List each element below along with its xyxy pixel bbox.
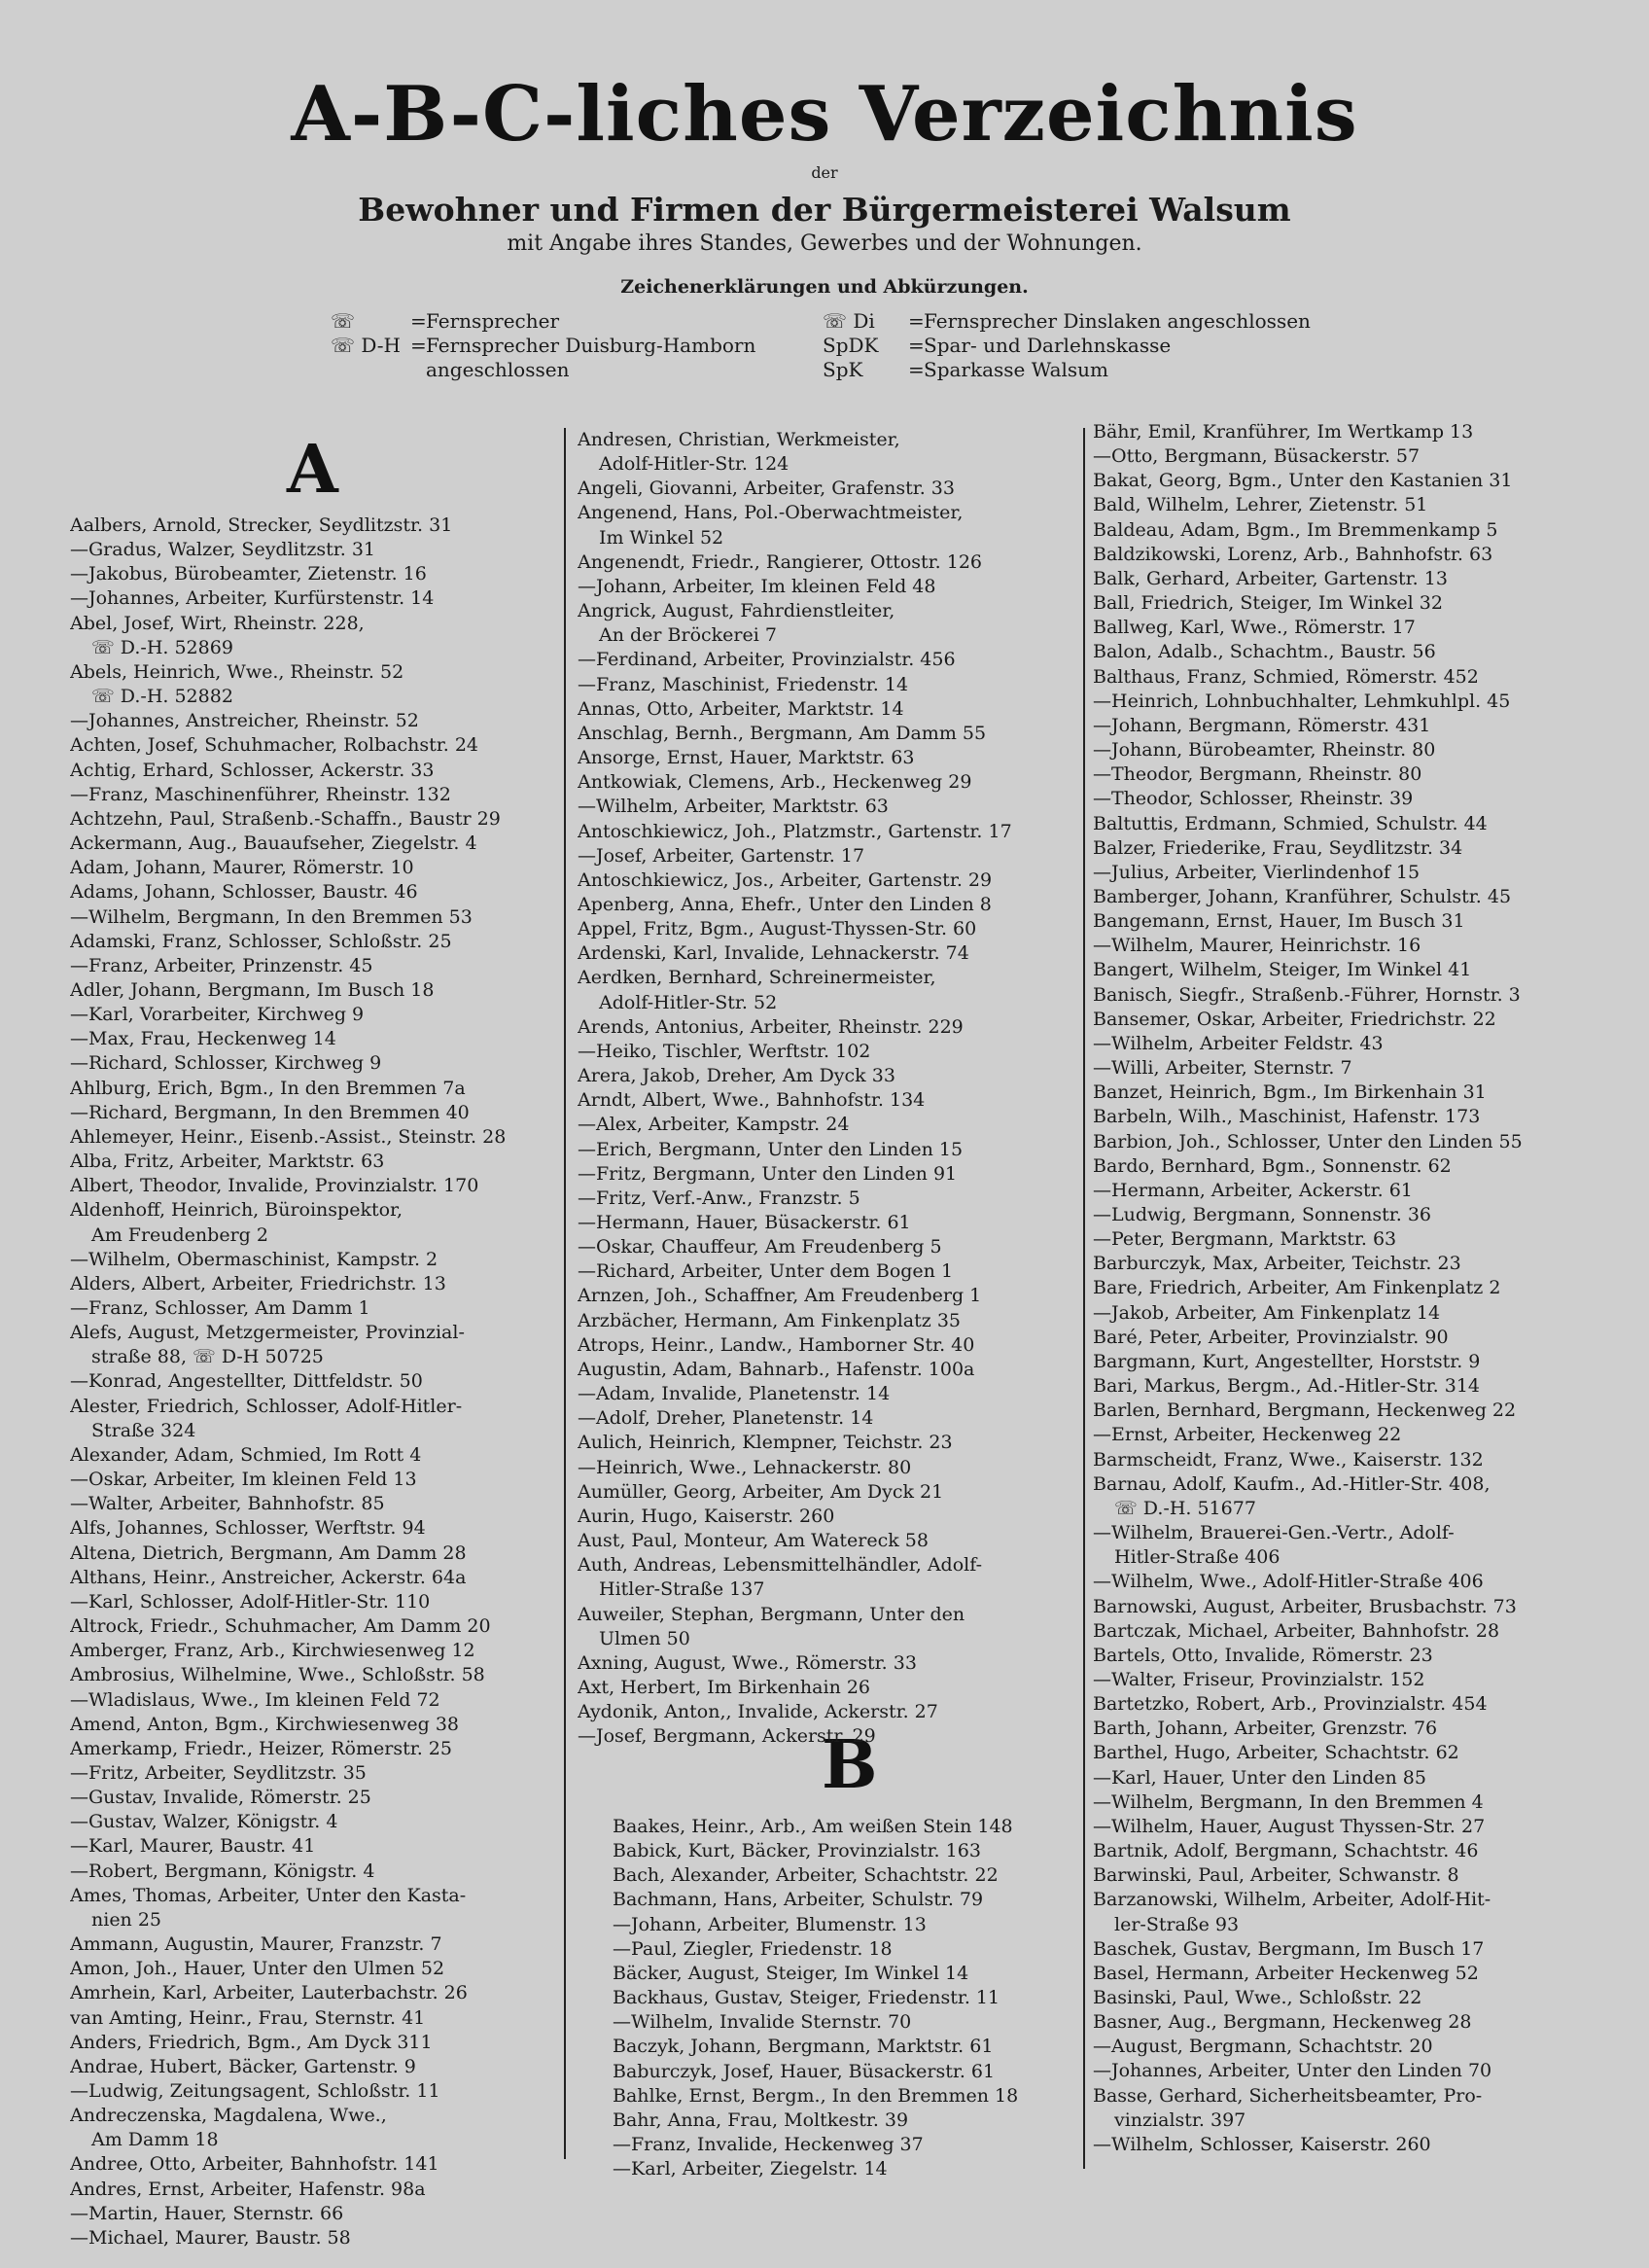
directory-entry: Banisch, Siegfr., Straßenb.-Führer, Hornstr. 3 [1093,983,1521,1006]
directory-entry: Ballweg, Karl, Wwe., Römerstr. 17 [1093,617,1416,639]
directory-entry: Ahlburg, Erich, Bgm., In den Bremmen 7a [70,1077,466,1099]
directory-entry: Barnowski, August, Arbeiter, Brusbachstr. 73 [1093,1595,1517,1617]
directory-entry: Arera, Jakob, Dreher, Am Dyck 33 [578,1065,895,1087]
directory-entry: Arzbächer, Hermann, Am Finkenplatz 35 [578,1309,961,1331]
directory-entry: —Wilhelm, Hauer, August Thyssen-Str. 27 [1093,1815,1486,1837]
phone-icon: ☏ D-H [331,334,401,357]
title-connector: der [811,163,838,182]
directory-entry: Barzanowski, Wilhelm, Arbeiter, Adolf-Hit- [1093,1889,1491,1911]
entries-column-2b [613,1815,1079,2181]
directory-entry: Am Damm 18 [91,2129,219,2151]
directory-entry: —Richard, Arbeiter, Unter dem Bogen 1 [578,1260,954,1283]
entries-column-2a [578,428,1075,1749]
directory-entry: Bansemer, Oskar, Arbeiter, Friedrichstr. 22 [1093,1008,1496,1030]
directory-entry: —Karl, Maurer, Baustr. 41 [70,1835,316,1858]
directory-entry: —Theodor, Bergmann, Rheinstr. 80 [1093,763,1422,786]
directory-entry: Baakes, Heinr., Arb., Am weißen Stein 148 [613,1816,1013,1837]
legend-row: SpK = Sparkasse Walsum [823,358,1108,381]
directory-entry: Barnau, Adolf, Kaufm., Ad.-Hitler-Str. 408, [1093,1472,1491,1495]
directory-entry: —Ludwig, Bergmann, Sonnenstr. 36 [1093,1204,1431,1225]
directory-entry: Balk, Gerhard, Arbeiter, Gartenstr. 13 [1093,567,1448,589]
directory-entry: —Karl, Schlosser, Adolf-Hitler-Str. 110 [70,1590,431,1612]
directory-entry: Banzet, Heinrich, Bgm., Im Birkenhain 31 [1093,1081,1487,1104]
directory-entry: Achten, Josef, Schuhmacher, Rolbachstr. 24 [70,734,479,757]
directory-entry: Antoschkiewicz, Joh., Platzmstr., Gartenstr. 17 [578,820,1012,842]
directory-entry: Ambrosius, Wilhelmine, Wwe., Schloßstr. 58 [70,1664,485,1686]
legend-row: ☏ Di = Fernsprecher Dinslaken angeschlossen [823,309,1311,333]
directory-entry: —Hermann, Hauer, Büsackerstr. 61 [578,1212,911,1233]
directory-entry: Ackermann, Aug., Bauaufseher, Ziegelstr. 4 [70,833,477,855]
directory-entry: Amerkamp, Friedr., Heizer, Römerstr. 25 [70,1737,452,1759]
directory-entry: —Johann, Bürobeamter, Rheinstr. 80 [1093,739,1436,762]
column-divider [1083,428,1085,2169]
directory-entry: —Wilhelm, Bergmann, In den Bremmen 53 [70,905,473,928]
directory-entry: Ames, Thomas, Arbeiter, Unter den Kasta- [70,1884,467,1906]
directory-entry: —Adolf, Dreher, Planetenstr. 14 [578,1407,874,1430]
directory-entry: —Erich, Bergmann, Unter den Linden 15 [578,1138,964,1160]
directory-entry: —Wilhelm, Schlosser, Kaiserstr. 260 [1093,2133,1431,2155]
directory-entry: ☏ D.-H. 52869 [91,636,233,658]
directory-entry: Aumüller, Georg, Arbeiter, Am Dyck 21 [578,1480,944,1503]
directory-entry: —Walter, Friseur, Provinzialstr. 152 [1093,1668,1425,1690]
directory-entry: —Wilhelm, Bergmann, In den Bremmen 4 [1093,1790,1484,1813]
directory-entry: Babick, Kurt, Bäcker, Provinzialstr. 163 [613,1840,981,1862]
directory-entry: Alefs, August, Metzgermeister, Provinzial- [70,1322,465,1344]
directory-entry: —Konrad, Angestellter, Dittfeldstr. 50 [70,1370,423,1393]
directory-entry: Axning, August, Wwe., Römerstr. 33 [578,1651,917,1674]
directory-entry: Adam, Johann, Maurer, Römerstr. 10 [70,857,414,879]
directory-entry: Auth, Andreas, Lebensmittelhändler, Adolf- [578,1554,982,1577]
directory-entry: —Johann, Arbeiter, Im kleinen Feld 48 [578,575,936,597]
directory-entry: Amberger, Franz, Arb., Kirchwiesenweg 12 [70,1640,475,1662]
directory-entry: Angeli, Giovanni, Arbeiter, Grafenstr. 33 [578,478,955,500]
directory-entry: —Robert, Bergmann, Königstr. 4 [70,1860,375,1882]
directory-entry: Adler, Johann, Bergmann, Im Busch 18 [70,978,435,1001]
directory-entry: Achtig, Erhard, Schlosser, Ackerstr. 33 [70,759,435,781]
directory-entry: Achtzehn, Paul, Straßenb.-Schaffn., Baustr 29 [70,807,501,830]
directory-entry: Andresen, Christian, Werkmeister, [578,429,900,450]
directory-entry: —Richard, Bergmann, In den Bremmen 40 [70,1101,470,1123]
directory-entry: Axt, Herbert, Im Birkenhain 26 [578,1676,871,1698]
directory-entry: —Karl, Arbeiter, Ziegelstr. 14 [613,2158,888,2180]
directory-entry: Andreczenska, Magdalena, Wwe., [70,2105,387,2127]
directory-entry: Bahlke, Ernst, Bergm., In den Bremmen 18 [613,2084,1019,2107]
directory-entry: —Johannes, Anstreicher, Rheinstr. 52 [70,710,419,732]
directory-entry: Barthel, Hugo, Arbeiter, Schachtstr. 62 [1093,1742,1459,1764]
legend-text: Fernsprecher [426,309,560,333]
directory-entry: Im Winkel 52 [599,526,724,549]
directory-entry: Aldenhoff, Heinrich, Büroinspektor, [70,1199,403,1222]
directory-entry: —Alex, Arbeiter, Kampstr. 24 [578,1114,850,1136]
directory-entry: An der Bröckerei 7 [599,624,777,647]
directory-entry: Ansorge, Ernst, Hauer, Marktstr. 63 [578,747,915,769]
directory-entry: Amend, Anton, Bgm., Kirchwiesenweg 38 [70,1713,460,1735]
legend-text: Fernsprecher Duisburg-Hamborn [426,334,756,357]
directory-entry: —Fritz, Arbeiter, Seydlitzstr. 35 [70,1761,367,1784]
directory-entry: —Ludwig, Zeitungsagent, Schloßstr. 11 [70,2080,440,2102]
directory-entry: Alester, Friedrich, Schlosser, Adolf-Hitler- [70,1395,463,1417]
directory-entry: Bari, Markus, Bergm., Ad.-Hitler-Str. 314 [1093,1375,1480,1398]
directory-entry: —Hermann, Arbeiter, Ackerstr. 61 [1093,1179,1413,1201]
directory-entry: Aydonik, Anton,, Invalide, Ackerstr. 27 [578,1701,938,1723]
directory-entry: Angenendt, Friedr., Rangierer, Ottostr. 126 [578,550,983,573]
directory-entry: —Heinrich, Lohnbuchhalter, Lehmkuhlpl. 45 [1093,690,1511,712]
directory-entry: Abels, Heinrich, Wwe., Rheinstr. 52 [70,660,404,683]
directory-entry: —Karl, Vorarbeiter, Kirchweg 9 [70,1004,365,1026]
directory-entry: Baldzikowski, Lorenz, Arb., Bahnhofstr. 63 [1093,543,1493,565]
directory-entry: Alba, Fritz, Arbeiter, Marktstr. 63 [70,1151,385,1173]
directory-entry: —Theodor, Schlosser, Rheinstr. 39 [1093,788,1414,810]
directory-entry: —Josef, Bergmann, Ackerstr. 29 [578,1725,876,1748]
directory-entry: Bachmann, Hans, Arbeiter, Schulstr. 79 [613,1889,984,1911]
directory-entry: Arends, Antonius, Arbeiter, Rheinstr. 229 [578,1015,964,1038]
directory-entry: Balthaus, Franz, Schmied, Römerstr. 452 [1093,665,1479,688]
directory-entry: —Peter, Bergmann, Marktstr. 63 [1093,1228,1397,1251]
directory-entry: —Adam, Invalide, Planetenstr. 14 [578,1383,891,1405]
directory-entry: —Jakob, Arbeiter, Am Finkenplatz 14 [1093,1301,1441,1324]
directory-entry: —Paul, Ziegler, Friedenstr. 18 [613,1937,893,1960]
directory-entry: Adolf-Hitler-Str. 124 [599,453,789,476]
directory-entry: Bald, Wilhelm, Lehrer, Zietenstr. 51 [1093,494,1428,516]
directory-entry: —Karl, Hauer, Unter den Linden 85 [1093,1766,1426,1789]
directory-entry: Am Freudenberg 2 [91,1223,268,1246]
directory-entry: —Fritz, Bergmann, Unter den Linden 91 [578,1162,958,1185]
directory-entry: Abel, Josef, Wirt, Rheinstr. 228, [70,612,365,634]
directory-entry: Appel, Fritz, Bgm., August-Thyssen-Str. 60 [578,918,977,940]
directory-entry: —Wladislaus, Wwe., Im kleinen Feld 72 [70,1688,440,1711]
directory-entry: Baré, Peter, Arbeiter, Provinzialstr. 90 [1093,1326,1449,1348]
directory-entry: —Ernst, Arbeiter, Heckenweg 22 [1093,1424,1402,1446]
directory-entry: Balzer, Friederike, Frau, Seydlitzstr. 34 [1093,836,1463,859]
directory-entry: —Ferdinand, Arbeiter, Provinzialstr. 456 [578,649,956,671]
page-subtitle: Bewohner und Firmen der Bürgermeisterei Walsum [358,191,1291,229]
directory-entry: Amrhein, Karl, Arbeiter, Lauterbachstr. 26 [70,1982,468,2004]
directory-entry: Barbion, Joh., Schlosser, Unter den Linden 55 [1093,1130,1523,1152]
directory-entry: Baltuttis, Erdmann, Schmied, Schulstr. 44 [1093,812,1488,834]
directory-entry: Angrick, August, Fahrdienstleiter, [578,600,895,622]
section-letter-a: A [287,431,338,509]
entries-column-3 [1093,420,1606,2157]
directory-entry: Annas, Otto, Arbeiter, Marktstr. 14 [578,697,904,720]
legend-abbrev: SpK [823,358,863,381]
directory-entry: Altrock, Friedr., Schuhmacher, Am Damm 20 [70,1615,491,1638]
directory-entry: Amon, Joh., Hauer, Unter den Ulmen 52 [70,1958,445,1980]
directory-entry: Barbeln, Wilh., Maschinist, Hafenstr. 173 [1093,1106,1481,1128]
directory-entry: Anders, Friedrich, Bgm., Am Dyck 311 [70,2031,433,2053]
legend-text: Spar- und Darlehnskasse [924,334,1172,357]
directory-entry: nien 25 [91,1908,162,1931]
directory-entry: Barburczyk, Max, Arbeiter, Teichstr. 23 [1093,1253,1461,1275]
directory-entry: Bakat, Georg, Bgm., Unter den Kastanien 31 [1093,470,1513,492]
directory-entry: Bartels, Otto, Invalide, Römerstr. 23 [1093,1644,1433,1666]
directory-entry: Andree, Otto, Arbeiter, Bahnhofstr. 141 [70,2153,439,2176]
directory-entry: Bartetzko, Robert, Arb., Provinzialstr. 454 [1093,1693,1488,1716]
directory-entry: Bardo, Bernhard, Bgm., Sonnenstr. 62 [1093,1154,1452,1177]
directory-entry: —Martin, Hauer, Sternstr. 66 [70,2202,344,2224]
directory-entry: Arnzen, Joh., Schaffner, Am Freudenberg 1 [578,1285,982,1307]
directory-entry: —Josef, Arbeiter, Gartenstr. 17 [578,844,865,867]
directory-entry: Alders, Albert, Arbeiter, Friedrichstr. 13 [70,1272,446,1294]
directory-entry: Basner, Aug., Bergmann, Heckenweg 28 [1093,2011,1472,2034]
directory-entry: Bamberger, Johann, Kranführer, Schulstr. 45 [1093,885,1512,907]
directory-entry: Auweiler, Stephan, Bergmann, Unter den [578,1603,965,1625]
directory-entry: —Johannes, Arbeiter, Kurfürstenstr. 14 [70,587,435,610]
directory-entry: —Franz, Maschinist, Friedenstr. 14 [578,673,909,695]
legend-row: ☏ D-H = Fernsprecher Duisburg-Hamborn [331,334,756,357]
directory-entry: Antoschkiewicz, Jos., Arbeiter, Gartenstr. 29 [578,868,993,891]
directory-entry: —Julius, Arbeiter, Vierlindenhof 15 [1093,861,1421,883]
entries-column-1 [70,514,552,2250]
directory-entry: van Amting, Heinr., Frau, Sternstr. 41 [70,2006,426,2029]
directory-entry: Aerdken, Bernhard, Schreinermeister, [578,967,936,989]
directory-entry: —Johann, Arbeiter, Blumenstr. 13 [613,1913,927,1935]
directory-entry: Angenend, Hans, Pol.-Oberwachtmeister, [578,502,964,524]
directory-entry: Basse, Gerhard, Sicherheitsbeamter, Pro- [1093,2084,1483,2107]
directory-entry: —Otto, Bergmann, Büsackerstr. 57 [1093,445,1421,468]
directory-entry: Bäcker, August, Steiger, Im Winkel 14 [613,1962,969,1984]
directory-entry: Atrops, Heinr., Landw., Hamborner Str. 40 [578,1333,975,1356]
directory-entry: Basel, Hermann, Arbeiter Heckenweg 52 [1093,1962,1479,1984]
directory-entry: —Gustav, Walzer, Königstr. 4 [70,1811,338,1833]
directory-entry: ☏ D.-H. 51677 [1114,1497,1256,1519]
directory-entry: Barmscheidt, Franz, Wwe., Kaiserstr. 132 [1093,1448,1484,1471]
directory-entry: Alfs, Johannes, Schlosser, Werftstr. 94 [70,1517,426,1540]
directory-entry: Adolf-Hitler-Str. 52 [599,991,778,1013]
directory-entry: —Wilhelm, Obermaschinist, Kampstr. 2 [70,1248,439,1270]
directory-entry: —Walter, Arbeiter, Bahnhofstr. 85 [70,1493,385,1515]
directory-entry: Andrae, Hubert, Bäcker, Gartenstr. 9 [70,2055,416,2077]
directory-entry: Aust, Paul, Monteur, Am Watereck 58 [578,1530,929,1552]
directory-entry: Barlen, Bernhard, Bergmann, Heckenweg 22 [1093,1400,1517,1422]
section-letter-b: B [822,1726,878,1804]
directory-entry: Baczyk, Johann, Bergmann, Marktstr. 61 [613,2036,994,2058]
directory-entry: Altena, Dietrich, Bergmann, Am Damm 28 [70,1542,467,1564]
directory-entry: —Jakobus, Bürobeamter, Zietenstr. 16 [70,563,427,585]
directory-entry: —Willi, Arbeiter, Sternstr. 7 [1093,1057,1352,1080]
directory-entry: —Oskar, Chauffeur, Am Freudenberg 5 [578,1236,942,1258]
directory-entry: Bahr, Anna, Frau, Moltkestr. 39 [613,2109,909,2131]
directory-entry: Bargmann, Kurt, Angestellter, Horststr. 9 [1093,1350,1481,1372]
directory-entry: —August, Bergmann, Schachtstr. 20 [1093,2036,1433,2058]
directory-entry: Bangemann, Ernst, Hauer, Im Busch 31 [1093,910,1465,933]
legend-text: Sparkasse Walsum [924,358,1108,381]
directory-entry: Apenberg, Anna, Ehefr., Unter den Linden 8 [578,893,992,915]
legend-text: Fernsprecher Dinslaken angeschlossen [924,309,1311,333]
directory-entry: —Oskar, Arbeiter, Im kleinen Feld 13 [70,1469,417,1491]
directory-entry: Aulich, Heinrich, Klempner, Teichstr. 23 [578,1432,953,1454]
directory-entry: —Wilhelm, Invalide Sternstr. 70 [613,2011,912,2034]
directory-entry: Baldeau, Adam, Bgm., Im Bremmenkamp 5 [1093,518,1498,541]
directory-entry: —Franz, Arbeiter, Prinzenstr. 45 [70,954,373,976]
directory-entry: Andres, Ernst, Arbeiter, Hafenstr. 98a [70,2178,426,2200]
directory-entry: Adams, Johann, Schlosser, Baustr. 46 [70,881,418,904]
directory-entry: Arndt, Albert, Wwe., Bahnhofstr. 134 [578,1089,926,1112]
directory-entry: Bare, Friedrich, Arbeiter, Am Finkenplatz 2 [1093,1277,1501,1299]
directory-entry: Anschlag, Bernh., Bergmann, Am Damm 55 [578,722,987,744]
directory-entry: —Johann, Bergmann, Römerstr. 431 [1093,714,1431,736]
legend-left [331,309,755,382]
directory-entry: ler-Straße 93 [1114,1913,1240,1935]
directory-entry: —Fritz, Verf.-Anw., Franzstr. 5 [578,1187,860,1209]
directory-entry: —Max, Frau, Heckenweg 14 [70,1028,336,1050]
directory-entry: Hitler-Straße 137 [599,1578,765,1601]
legend-heading: Zeichenerklärungen und Abkürzungen. [620,276,1029,298]
column-divider [564,428,566,2159]
directory-entry: Barwinski, Paul, Arbeiter, Schwanstr. 8 [1093,1864,1459,1887]
directory-entry: Bach, Alexander, Arbeiter, Schachtstr. 22 [613,1864,999,1887]
directory-entry: vinzialstr. 397 [1114,2109,1246,2131]
directory-entry: Albert, Theodor, Invalide, Provinzialstr. 170 [70,1175,479,1197]
phone-icon: ☏ Di [823,309,875,333]
directory-entry: —Wilhelm, Arbeiter, Marktstr. 63 [578,796,889,818]
directory-entry: ☏ D.-H. 52882 [91,686,233,708]
directory-entry: Aurin, Hugo, Kaiserstr. 260 [578,1505,835,1527]
directory-entry: —Heiko, Tischler, Werftstr. 102 [578,1040,871,1062]
page-subtitle-2: mit Angabe ihres Standes, Gewerbes und der Wohnungen. [507,231,1142,256]
directory-entry: Aalbers, Arnold, Strecker, Seydlitzstr. 31 [70,514,453,536]
directory-entry: Bartczak, Michael, Arbeiter, Bahnhofstr. 28 [1093,1619,1500,1642]
directory-entry: —Richard, Schlosser, Kirchweg 9 [70,1052,382,1075]
directory-entry: Adamski, Franz, Schlosser, Schloßstr. 25 [70,930,452,952]
directory-entry: Baburczyk, Josef, Hauer, Büsackerstr. 61 [613,2060,996,2082]
phone-icon: ☏ [331,309,356,333]
directory-entry: —Franz, Invalide, Heckenweg 37 [613,2134,924,2156]
directory-entry: Althans, Heinr., Anstreicher, Ackerstr. 64a [70,1566,467,1588]
directory-entry: —Wilhelm, Maurer, Heinrichstr. 16 [1093,935,1421,957]
directory-entry: Bähr, Emil, Kranführer, Im Wertkamp 13 [1093,421,1474,443]
directory-entry: Balon, Adalb., Schachtm., Baustr. 56 [1093,641,1436,663]
directory-entry: —Heinrich, Wwe., Lehnackerstr. 80 [578,1456,912,1478]
legend-text: angeschlossen [426,358,570,381]
legend-abbrev: SpDK [823,334,879,357]
directory-entry: —Wilhelm, Brauerei-Gen.-Vertr., Adolf- [1093,1522,1455,1544]
directory-entry: —Franz, Maschinenführer, Rheinstr. 132 [70,783,451,805]
legend-row: ☏ = Fernsprecher [331,309,560,333]
directory-entry: straße 88, ☏ D-H 50725 [91,1346,324,1368]
legend-right [823,309,1311,382]
directory-entry: Bartnik, Adolf, Bergmann, Schachtstr. 46 [1093,1840,1479,1862]
directory-entry: Barth, Johann, Arbeiter, Grenzstr. 76 [1093,1718,1438,1740]
legend-row: SpDK = Spar- und Darlehnskasse [823,334,1172,357]
legend-row [331,358,755,382]
directory-entry: Hitler-Straße 406 [1114,1546,1281,1569]
directory-entry: Augustin, Adam, Bahnarb., Hafenstr. 100a [578,1358,975,1380]
directory-entry: Baschek, Gustav, Bergmann, Im Busch 17 [1093,1937,1485,1960]
page-title: A-B-C-liches Verzeichnis [291,70,1358,159]
directory-entry: —Gustav, Invalide, Römerstr. 25 [70,1787,371,1809]
directory-entry: Ahlemeyer, Heinr., Eisenb.-Assist., Steinstr. 28 [70,1125,507,1148]
directory-entry: —Franz, Schlosser, Am Damm 1 [70,1297,370,1319]
directory-entry: Straße 324 [91,1419,196,1441]
directory-entry: Antkowiak, Clemens, Arb., Heckenweg 29 [578,771,972,794]
directory-entry: —Gradus, Walzer, Seydlitzstr. 31 [70,539,376,561]
directory-entry: Ball, Friedrich, Steiger, Im Winkel 32 [1093,592,1443,615]
directory-entry: —Wilhelm, Wwe., Adolf-Hitler-Straße 406 [1093,1571,1484,1593]
directory-entry: Ammann, Augustin, Maurer, Franzstr. 7 [70,1933,442,1956]
directory-entry: Ulmen 50 [599,1627,690,1649]
directory-entry: —Wilhelm, Arbeiter Feldstr. 43 [1093,1032,1384,1054]
directory-entry: —Michael, Maurer, Baustr. 58 [70,2226,351,2249]
directory-entry: —Johannes, Arbeiter, Unter den Linden 70 [1093,2060,1492,2082]
directory-entry: Alexander, Adam, Schmied, Im Rott 4 [70,1443,422,1466]
directory-entry: Basinski, Paul, Wwe., Schloßstr. 22 [1093,1987,1422,2008]
directory-entry: Ardenski, Karl, Invalide, Lehnackerstr. 74 [578,942,969,965]
directory-entry: Bangert, Wilhelm, Steiger, Im Winkel 41 [1093,959,1472,981]
directory-entry: Backhaus, Gustav, Steiger, Friedenstr. 11 [613,1987,1000,2009]
